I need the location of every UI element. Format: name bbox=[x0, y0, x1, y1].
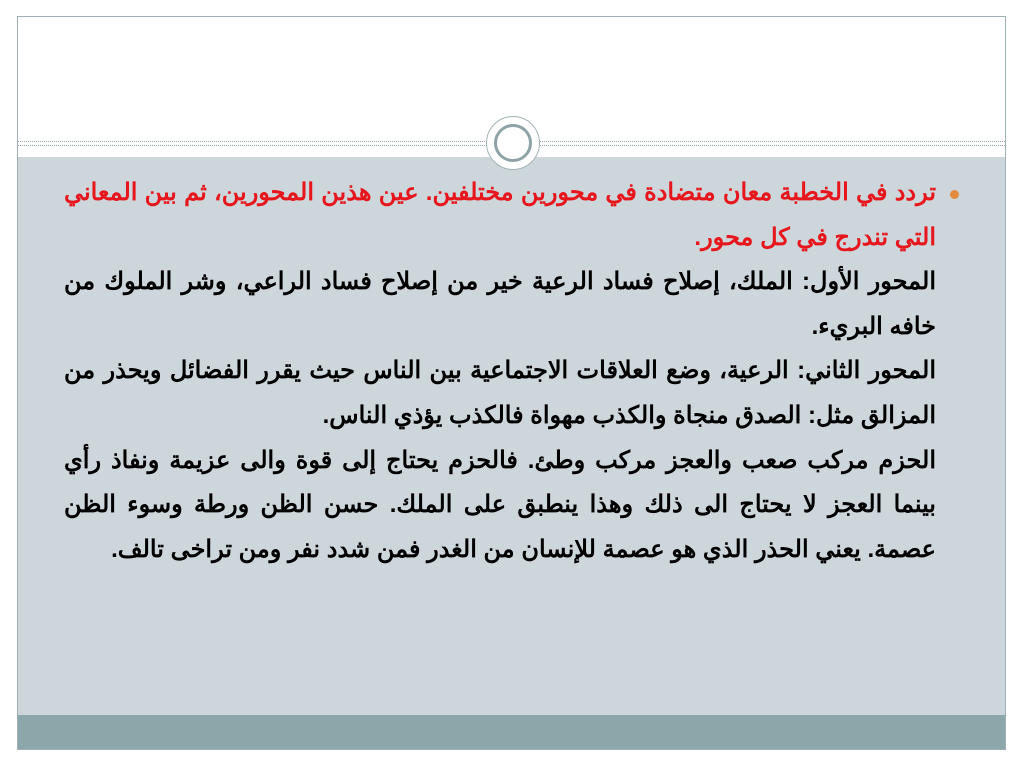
bullet-dot-icon bbox=[950, 190, 959, 199]
footer-bar bbox=[18, 715, 1005, 750]
paragraph-axis-one: المحور الأول: الملك، إصلاح فساد الرعية خير من إصلاح فساد الراعي، وشر الملوك من خافه البريء. bbox=[64, 268, 936, 340]
bullet-lead-text: تردد في الخطبة معان متضادة في محورين مختلفين. عين هذين المحورين، ثم بين المعاني التي تندرج في كل محور. bbox=[64, 179, 936, 251]
circle-ring-icon bbox=[494, 124, 532, 162]
circle-ornament-icon bbox=[486, 116, 540, 170]
bullet-item bbox=[64, 171, 964, 572]
paragraph-axis-two: المحور الثاني: الرعية، وضع العلاقات الاجتماعية بين الناس حيث يقرر الفضائل ويحذر من المزالق مثل: الصدق منجاة والكذب مهواة فالكذب يؤذي الناس. bbox=[64, 357, 936, 429]
slide-body-text bbox=[64, 171, 964, 572]
paragraph-resolve: الحزم مركب صعب والعجز مركب وطئ. فالحزم يحتاج إلى قوة والى عزيمة ونفاذ رأي بينما العجز لا يحتاج الى ذلك وهذا ينطبق على الملك. حسن الظن ورطة وسوء الظن عصمة. يعني الحذر الذي هو عصمة للإنسان من الغدر فمن شدد نفر ومن تراخى تالف. bbox=[64, 446, 936, 563]
